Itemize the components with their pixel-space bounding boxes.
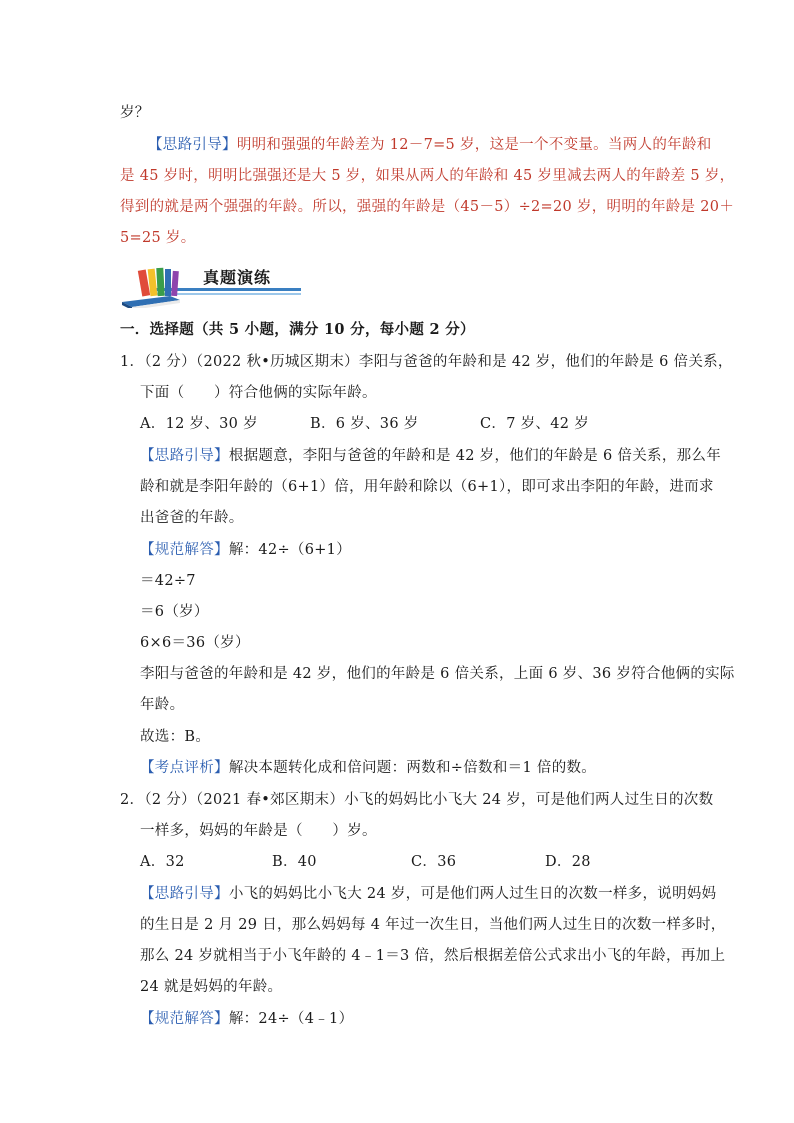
q1-option-c: C．7 岁、42 岁	[480, 416, 589, 432]
q1-hint-line-3: 出爸爸的年龄。	[140, 510, 244, 526]
answer-label: 【规范解答】	[140, 1011, 229, 1027]
q2-option-d: D．28	[545, 854, 591, 870]
q2-answer-line: 【规范解答】解：24÷（4﹣1）	[140, 1011, 354, 1027]
q2-hint-line-4: 24 就是妈妈的年龄。	[140, 979, 283, 995]
q1-option-b: B．6 岁、36 岁	[310, 416, 419, 432]
q2-option-c: C．36	[411, 854, 457, 870]
q2-option-b: B．40	[272, 854, 317, 870]
prev-hint-line-3: 得到的就是两个强强的年龄。所以，强强的年龄是（45－5）÷2=20 岁，明明的年龄是 20＋	[120, 199, 735, 215]
review-label: 【考点评析】	[140, 760, 229, 776]
q1-conclusion-line-2: 年龄。	[140, 697, 185, 713]
q1-choice: 故选：B。	[140, 729, 211, 745]
prev-hint-line-4: 5=25 岁。	[120, 230, 196, 246]
hint-label: 【思路引导】	[140, 448, 229, 464]
prev-hint-line-1: 【思路引导】明明和强强的年龄差为 12－7=5 岁，这是一个不变量。当两人的年龄和	[148, 137, 712, 153]
hint-label: 【思路引导】	[148, 137, 237, 153]
q1-conclusion-line-1: 李阳与爸爸的年龄和是 42 岁，他们的年龄是 6 倍关系，上面 6 岁、36 岁符合他俩的实际	[140, 666, 735, 682]
q2-stem-line-2: 一样多，妈妈的年龄是（ ）岁。	[140, 823, 377, 839]
q2-hint-line-1: 【思路引导】小飞的妈妈比小飞大 24 岁，可是他们两人过生日的次数一样多，说明妈妈	[140, 886, 717, 902]
section-banner-title: 真题演练	[203, 268, 272, 287]
q1-step-3: 6×6＝36（岁）	[140, 635, 250, 651]
q1-hint-line-1: 【思路引导】根据题意，李阳与爸爸的年龄和是 42 岁，他们的年龄是 6 倍关系，那么年	[140, 448, 722, 464]
q1-stem-line-2: 下面（ ）符合他俩的实际年龄。	[140, 385, 377, 401]
section-heading: 一．选择题（共 5 小题，满分 10 分，每小题 2 分）	[120, 321, 475, 338]
prev-question-tail: 岁？	[120, 105, 150, 121]
hint-label: 【思路引导】	[140, 886, 229, 902]
q2-hint-line-2: 的生日是 2 月 29 日，那么妈妈每 4 年过一次生日，当他们两人过生日的次数一样多时，	[140, 917, 726, 933]
q2-stem-line-1: 2．（2 分）（2021 春•郊区期末）小飞的妈妈比小飞大 24 岁，可是他们两人过生日的次数	[120, 792, 714, 808]
q1-answer-line: 【规范解答】解：42÷（6+1）	[140, 542, 352, 558]
q1-option-a: A．12 岁、30 岁	[140, 416, 258, 432]
q2-hint-line-3: 那么 24 岁就相当于小飞年龄的 4﹣1＝3 倍，然后根据差倍公式求出小飞的年龄，再加上	[140, 948, 726, 964]
prev-hint-line-2: 是 45 岁时，明明比强强还是大 5 岁，如果从两人的年龄和 45 岁里减去两人的年龄差 5 岁，	[120, 168, 735, 184]
q2-option-a: A．32	[140, 854, 185, 870]
q1-step-2: ＝6（岁）	[140, 604, 209, 620]
answer-label: 【规范解答】	[140, 542, 229, 558]
q1-stem-line-1: 1．（2 分）（2022 秋•历城区期末）李阳与爸爸的年龄和是 42 岁，他们的年龄是 6 倍关系，	[120, 354, 733, 370]
q1-step-1: ＝42÷7	[140, 573, 196, 589]
q1-review-line: 【考点评析】解决本题转化成和倍问题：两数和÷倍数和＝1 倍的数。	[140, 760, 597, 776]
q1-hint-line-2: 龄和就是李阳年龄的（6+1）倍，用年龄和除以（6+1），即可求出李阳的年龄，进而求	[140, 479, 714, 495]
